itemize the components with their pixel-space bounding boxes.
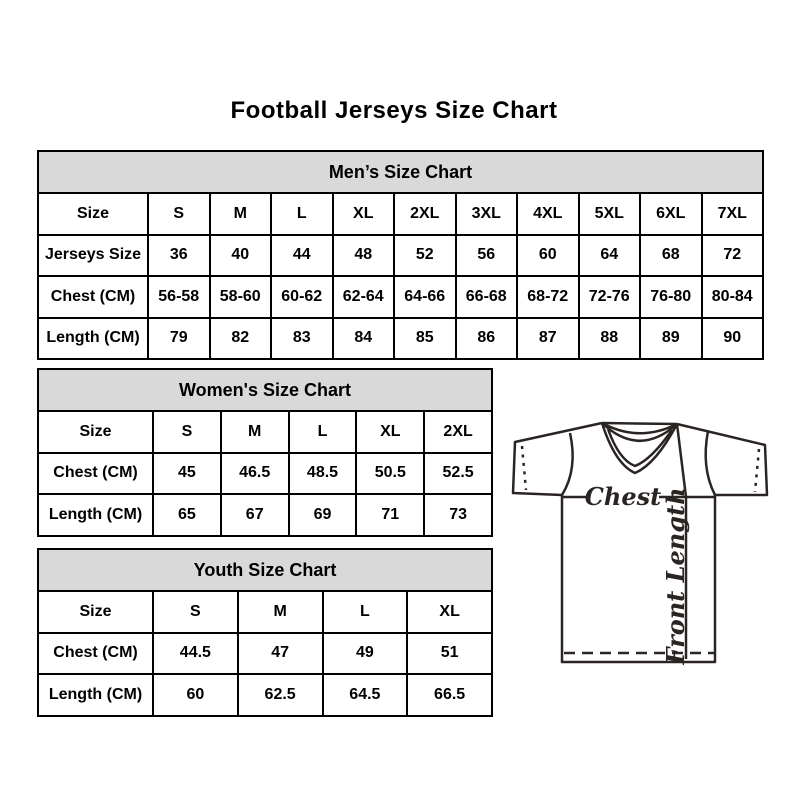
table-row [38,674,492,716]
row-label: Chest (CM) [38,276,148,318]
table-cell: 89 [640,318,702,360]
table-cell: 62-64 [333,276,395,318]
jersey-body-outline [562,495,715,662]
table-cell: 45 [153,453,221,495]
table-cell: M [238,591,323,633]
row-label: Chest (CM) [38,453,153,495]
row-label: Jerseys Size [38,235,148,277]
table-cell: 66-68 [456,276,518,318]
table-row [38,453,492,495]
table-cell: 48 [333,235,395,277]
table-cell: 72 [702,235,764,277]
youth-size-table [37,548,493,717]
table-cell: 86 [456,318,518,360]
table-row [38,235,763,277]
table-cell: 48.5 [289,453,357,495]
collar-top-line [602,423,677,424]
table-row [38,494,492,536]
page-title: Football Jerseys Size Chart [230,97,558,124]
table-cell: XL [356,411,424,453]
jersey-measurement-diagram [503,406,777,670]
womens-size-table [37,368,493,537]
row-label: Chest (CM) [38,633,153,675]
table-cell: 66.5 [407,674,492,716]
table-cell: 64.5 [323,674,408,716]
table-cell: 50.5 [356,453,424,495]
table-row [38,633,492,675]
table-cell: 47 [238,633,323,675]
table-cell: 36 [148,235,210,277]
table-cell: L [289,411,357,453]
row-label: Length (CM) [38,674,153,716]
table-cell: XL [333,193,395,235]
chest-label: Chest [584,482,662,511]
table-cell: 67 [221,494,289,536]
table-cell: 60 [153,674,238,716]
table-cell: 64-66 [394,276,456,318]
table-cell: 46.5 [221,453,289,495]
table-cell: 71 [356,494,424,536]
table-cell: 49 [323,633,408,675]
mens-size-table [37,150,764,360]
row-label: Length (CM) [38,318,148,360]
table-title: Men’s Size Chart [38,151,763,193]
table-row [38,276,763,318]
table-cell: 5XL [579,193,641,235]
table-cell: 44 [271,235,333,277]
right-armhole-seam [706,431,715,495]
table-cell: 58-60 [210,276,272,318]
table-cell: 60 [517,235,579,277]
row-label: Size [38,411,153,453]
table-cell: M [221,411,289,453]
table-cell: S [148,193,210,235]
table-cell: 76-80 [640,276,702,318]
table-cell: 56-58 [148,276,210,318]
table-cell: 2XL [424,411,492,453]
right-sleeve-outline [677,424,767,495]
table-cell: 44.5 [153,633,238,675]
table-cell: 40 [210,235,272,277]
table-cell: 52.5 [424,453,492,495]
row-label: Size [38,591,153,633]
table-row [38,318,763,360]
table-cell: 68-72 [517,276,579,318]
table-cell: 90 [702,318,764,360]
table-title: Youth Size Chart [38,549,492,591]
table-cell: 56 [456,235,518,277]
table-cell: 79 [148,318,210,360]
table-cell: 73 [424,494,492,536]
table-cell: S [153,411,221,453]
table-cell: 2XL [394,193,456,235]
table-cell: 83 [271,318,333,360]
row-label: Size [38,193,148,235]
table-cell: 6XL [640,193,702,235]
table-cell: 69 [289,494,357,536]
table-row [38,591,492,633]
table-cell: 64 [579,235,641,277]
table-cell: 62.5 [238,674,323,716]
table-title: Women's Size Chart [38,369,492,411]
table-cell: 65 [153,494,221,536]
table-cell: 84 [333,318,395,360]
table-cell: L [323,591,408,633]
table-row [38,411,492,453]
front-length-label: Front Length [661,487,690,665]
table-cell: 80-84 [702,276,764,318]
row-label: Length (CM) [38,494,153,536]
table-cell: 60-62 [271,276,333,318]
table-row [38,193,763,235]
left-cuff-dashed-line [522,446,526,490]
table-cell: 68 [640,235,702,277]
table-cell: 85 [394,318,456,360]
table-cell: 51 [407,633,492,675]
left-armhole-seam [562,433,573,495]
table-cell: S [153,591,238,633]
table-cell: 3XL [456,193,518,235]
v-neck-outer [602,423,677,473]
table-cell: 88 [579,318,641,360]
table-cell: 7XL [702,193,764,235]
table-cell: 82 [210,318,272,360]
right-cuff-dashed-line [755,449,759,492]
table-cell: XL [407,591,492,633]
table-cell: M [210,193,272,235]
table-cell: 72-76 [579,276,641,318]
table-cell: 87 [517,318,579,360]
table-cell: 4XL [517,193,579,235]
table-cell: 52 [394,235,456,277]
table-cell: L [271,193,333,235]
